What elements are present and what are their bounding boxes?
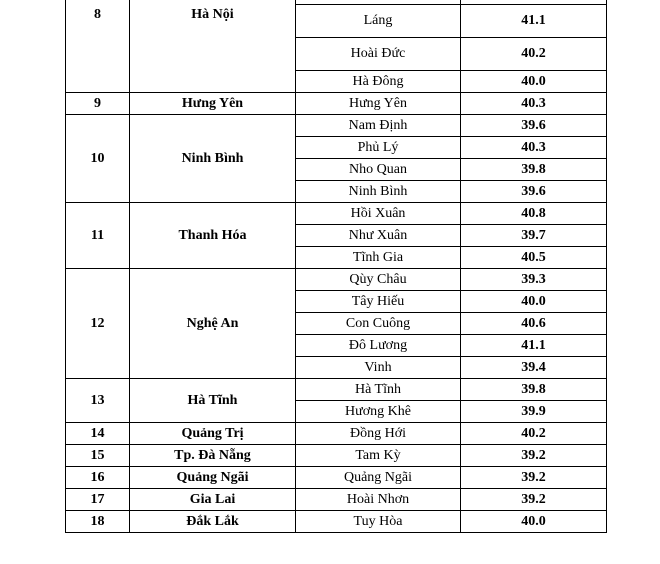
row-number-cell: 17 — [66, 489, 130, 511]
station-cell: Hoài Nhơn — [296, 489, 461, 511]
table-row — [66, 423, 607, 445]
row-number-cell: 8 — [66, 0, 130, 93]
max-temperature-cell: 40.0 — [461, 291, 607, 313]
row-number-cell: 16 — [66, 467, 130, 489]
station-cell: Tĩnh Gia — [296, 247, 461, 269]
province-cell: Nghệ An — [130, 269, 296, 379]
table-row — [66, 511, 607, 533]
max-temperature-cell: 39.2 — [461, 489, 607, 511]
province-cell: Ninh Bình — [130, 115, 296, 203]
station-cell: Láng — [296, 5, 461, 38]
table-row — [66, 467, 607, 489]
row-number-cell: 9 — [66, 93, 130, 115]
station-cell: Qùy Châu — [296, 269, 461, 291]
max-temperature-cell: 40.6 — [461, 313, 607, 335]
max-temperature-cell: 40.2 — [461, 38, 607, 71]
max-temperature-cell: 39.6 — [461, 181, 607, 203]
province-cell: Tp. Đà Nẵng — [130, 445, 296, 467]
station-cell: Hoài Đức — [296, 38, 461, 71]
station-cell: Đô Lương — [296, 335, 461, 357]
province-cell: Quảng Trị — [130, 423, 296, 445]
row-number-cell: 10 — [66, 115, 130, 203]
station-cell: Tây Hiếu — [296, 291, 461, 313]
max-temperature-cell: 39.2 — [461, 467, 607, 489]
station-cell: Nho Quan — [296, 159, 461, 181]
station-cell: Vinh — [296, 357, 461, 379]
max-temperature-cell: 40.3 — [461, 93, 607, 115]
province-cell: Hưng Yên — [130, 93, 296, 115]
max-temperature-cell: 39.9 — [461, 401, 607, 423]
province-cell: Gia Lai — [130, 489, 296, 511]
row-number-cell: 12 — [66, 269, 130, 379]
max-temperature-cell: 39.2 — [461, 445, 607, 467]
table-row — [66, 203, 607, 225]
row-number-cell: 15 — [66, 445, 130, 467]
station-cell: Hương Khê — [296, 401, 461, 423]
province-cell: Thanh Hóa — [130, 203, 296, 269]
max-temperature-cell: 41.1 — [461, 5, 607, 38]
max-temperature-cell: 39.7 — [461, 225, 607, 247]
station-cell: Tuy Hòa — [296, 511, 461, 533]
row-number-cell: 13 — [66, 379, 130, 423]
station-cell: Hà Đông — [296, 71, 461, 93]
max-temperature-cell: 39.4 — [461, 357, 607, 379]
station-cell: Quảng Ngãi — [296, 467, 461, 489]
max-temperature-cell: 39.3 — [461, 269, 607, 291]
station-cell: Như Xuân — [296, 225, 461, 247]
max-temperature-cell: 40.0 — [461, 511, 607, 533]
station-cell: Hồi Xuân — [296, 203, 461, 225]
row-number-cell: 18 — [66, 511, 130, 533]
province-cell: Hà Tĩnh — [130, 379, 296, 423]
province-cell: Quảng Ngãi — [130, 467, 296, 489]
max-temperature-cell: 39.6 — [461, 115, 607, 137]
station-cell: Nam Định — [296, 115, 461, 137]
max-temperature-cell: 40.8 — [461, 203, 607, 225]
max-temperature-cell: 40.0 — [461, 71, 607, 93]
max-temperature-cell: 39.8 — [461, 159, 607, 181]
temperature-table — [65, 0, 607, 533]
province-cell: Hà Nội — [130, 0, 296, 93]
table-row — [66, 269, 607, 291]
station-cell: Con Cuông — [296, 313, 461, 335]
row-number-cell: 11 — [66, 203, 130, 269]
station-cell: Hà Tĩnh — [296, 379, 461, 401]
station-cell: Tam Kỳ — [296, 445, 461, 467]
max-temperature-cell: 40.5 — [461, 247, 607, 269]
station-cell: Ninh Bình — [296, 181, 461, 203]
max-temperature-cell: 41.1 — [461, 335, 607, 357]
row-number-cell: 14 — [66, 423, 130, 445]
province-cell: Đắk Lắk — [130, 511, 296, 533]
station-cell: Đồng Hới — [296, 423, 461, 445]
max-temperature-cell: 40.2 — [461, 423, 607, 445]
table-row — [66, 115, 607, 137]
station-cell: Phủ Lý — [296, 137, 461, 159]
table-row — [66, 379, 607, 401]
table-row — [66, 445, 607, 467]
table-row — [66, 93, 607, 115]
table-row — [66, 489, 607, 511]
table-body — [66, 0, 607, 533]
max-temperature-cell: 40.3 — [461, 137, 607, 159]
max-temperature-cell: 39.8 — [461, 379, 607, 401]
station-cell: Hưng Yên — [296, 93, 461, 115]
